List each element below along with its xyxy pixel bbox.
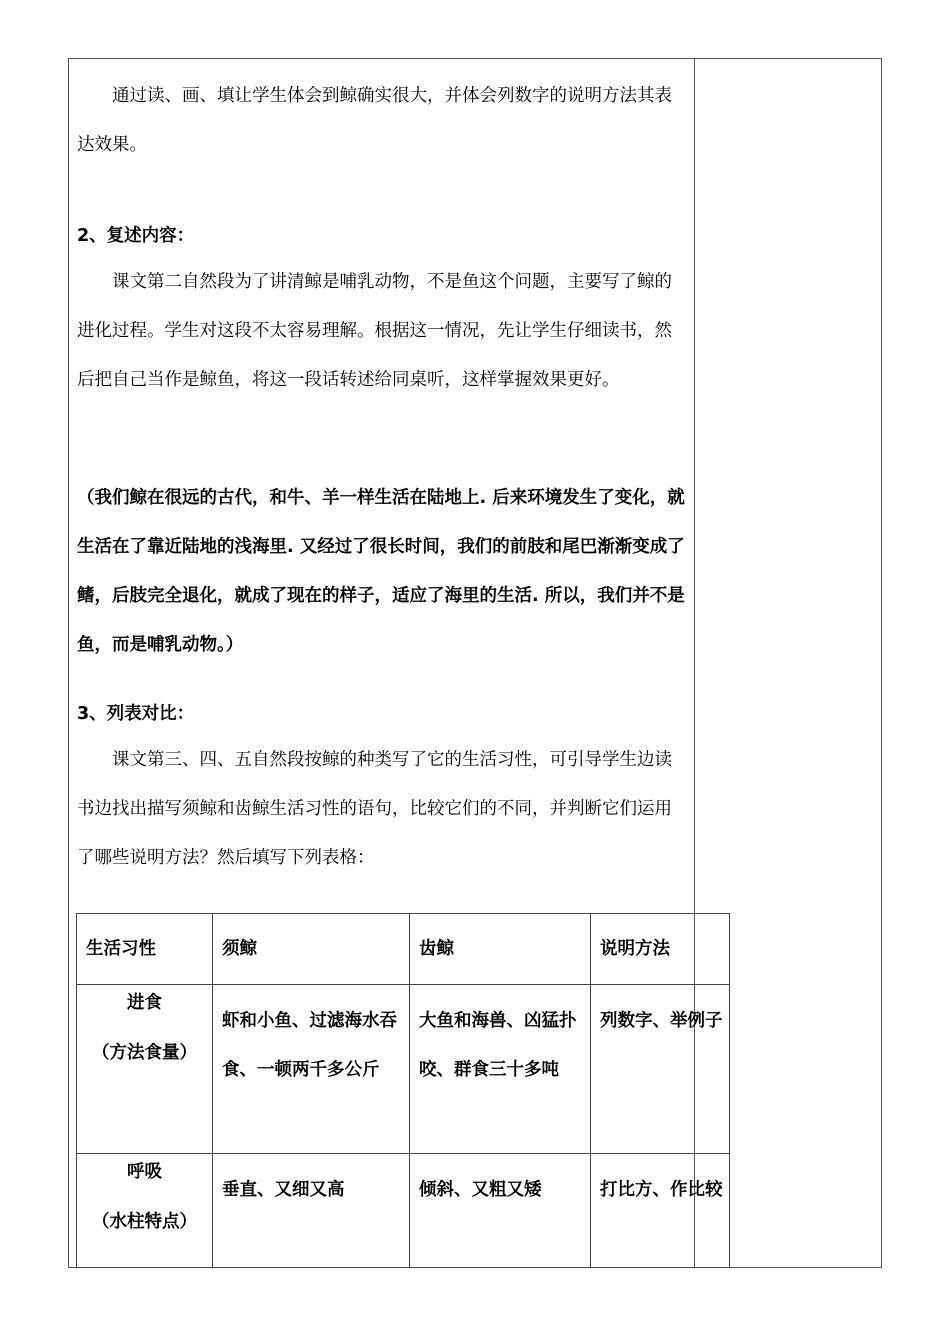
header-baleen: 须鲸	[222, 939, 257, 959]
comparison-table	[76, 913, 730, 1268]
intro-paragraph: 通过读、画、填让学生体会到鲸确实很大，并体会列数字的说明方法其表达效果。	[77, 86, 672, 155]
header-toothed: 齿鲸	[419, 939, 454, 959]
section-2-paragraph: 课文第二自然段为了讲清鲸是哺乳动物，不是鱼这个问题，主要写了鲸的进化过程。学生对这段不太容易理解。根据这一情况，先让学生仔细读书，然后把自己当作是鲸鱼，将这一段话转述给同桌听，这样掌握效果更好。	[77, 272, 672, 390]
header-cell	[77, 914, 213, 985]
baleen-eating: 虾和小鱼、过滤海水吞食、一顿两千多公斤	[222, 1011, 397, 1080]
table-cell	[410, 985, 591, 1154]
section-3-heading: 3、列表对比：	[77, 704, 195, 724]
habit-name: 进食	[127, 993, 162, 1013]
header-method: 说明方法	[600, 939, 670, 959]
table-cell	[213, 985, 410, 1154]
toothed-breathing: 倾斜、又粗又矮	[419, 1180, 542, 1200]
header-cell	[591, 914, 730, 985]
header-cell	[213, 914, 410, 985]
retelling-paragraph: （我们鲸在很远的古代，和牛、羊一样生活在陆地上. 后来环境发生了变化，就生活在了靠近陆地的浅海里. 又经过了很长时间，我们的前肢和尾巴渐渐变成了鳍，后肢完全退化，就成了现在的样子，适应了海里的生活. 所以，我们并不是鱼，而是哺乳动物。）	[77, 488, 685, 655]
section-2-heading: 2、复述内容：	[77, 226, 195, 246]
habit-name: 呼吸	[127, 1162, 162, 1182]
table-row	[77, 1154, 730, 1268]
method-eating: 列数字、举例子	[600, 1011, 723, 1031]
table-cell	[591, 985, 730, 1154]
table-cell	[591, 1154, 730, 1268]
baleen-breathing: 垂直、又细又高	[222, 1180, 345, 1200]
table-cell	[213, 1154, 410, 1268]
habit-label	[77, 985, 212, 1071]
table-header-row	[77, 914, 730, 985]
table-cell	[410, 1154, 591, 1268]
habit-label	[77, 1154, 212, 1240]
habit-detail: （水柱特点）	[92, 1212, 197, 1232]
method-breathing: 打比方、作比较	[600, 1180, 723, 1200]
table-row	[77, 985, 730, 1154]
toothed-eating: 大鱼和海兽、凶猛扑咬、群食三十多吨	[419, 1011, 577, 1080]
header-cell	[410, 914, 591, 985]
header-habit: 生活习性	[86, 939, 156, 959]
section-3-paragraph: 课文第三、四、五自然段按鲸的种类写了它的生活习性，可引导学生边读书边找出描写须鲸和齿鲸生活习性的语句，比较它们的不同，并判断它们运用了哪些说明方法？然后填写下列表格：	[77, 750, 672, 868]
table-cell	[77, 985, 213, 1154]
habit-detail: （方法食量）	[92, 1043, 197, 1063]
table-cell	[77, 1154, 213, 1268]
